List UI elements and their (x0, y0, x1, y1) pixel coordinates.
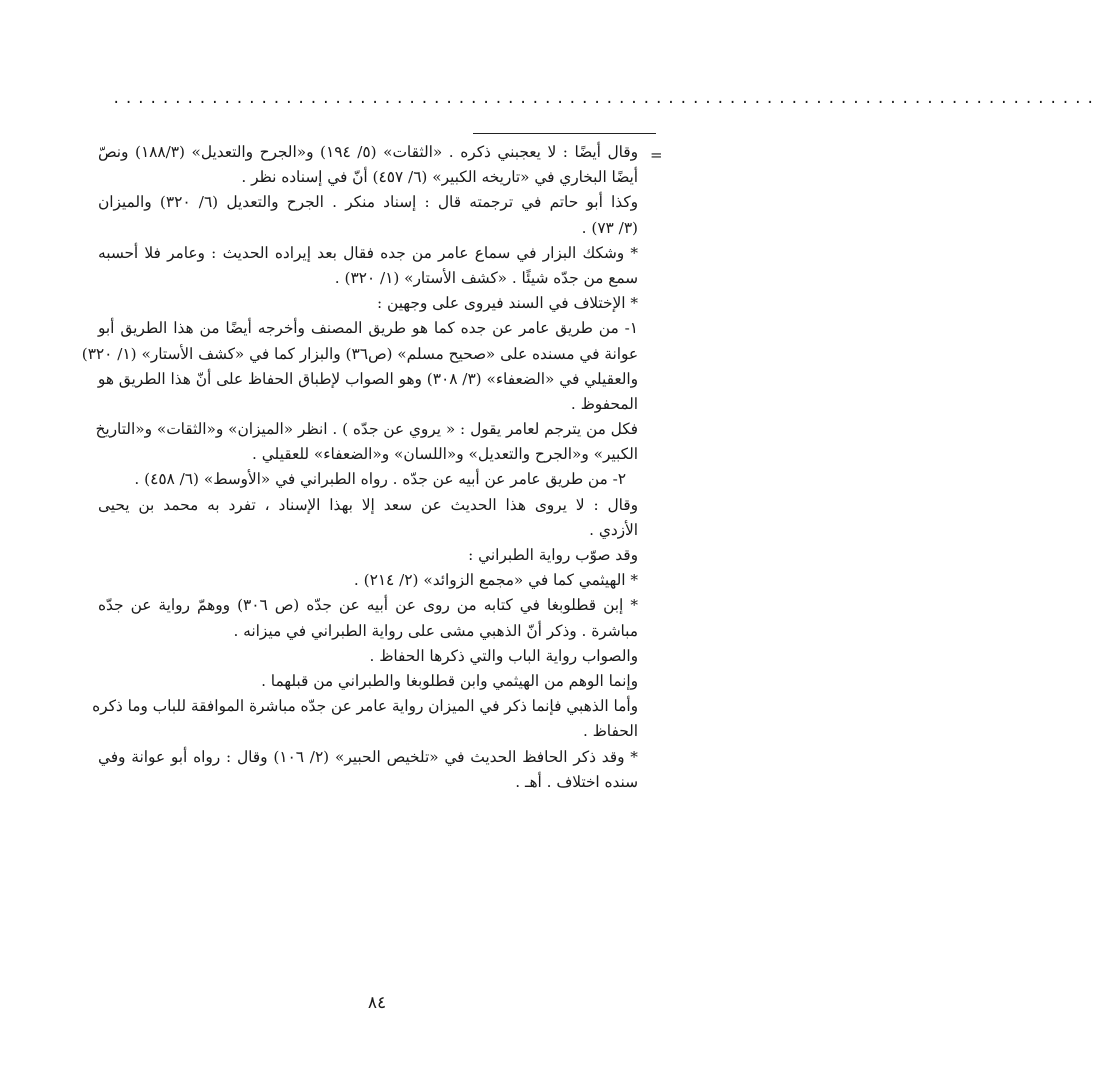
text-line: عوانة في مسنده على «صحيح مسلم» (ص٣٦) والبزار كما في «كشف الأستار» (١/ ٣٢٠) (81, 344, 638, 363)
text-line: ٢- من طريق عامر عن أبيه عن جدّه . رواه الطبراني في «الأوسط» (٦/ ٤٥٨) . (134, 470, 626, 489)
text-line: * وقد ذكر الحافظ الحديث في «تلخيص الحبير» (٢/ ١٠٦) وقال : رواه أبو عوانة وفي (98, 747, 638, 766)
text-line: وقد صوّب رواية الطبراني : (468, 546, 638, 564)
text-line: الكبير» و«الجرح والتعديل» و«اللسان» و«الضعفاء» للعقيلي . (252, 445, 638, 464)
text-line: سمع من جدّه شيئًا . «كشف الأستار» (١/ ٣٢٠) . (334, 268, 638, 287)
text-line: (٣/ ٧٣) . (581, 218, 638, 237)
text-line: وقال أيضًا : لا يعجبني ذكره . «الثقات» (٥/ ١٩٤) و«الجرح والتعديل» (١٨٨/٣) ونصّ (98, 143, 638, 161)
text-line: أيضًا البخاري في «تاريخه الكبير» (٦/ ٤٥٧) أنّ في إسناده نظر . (241, 168, 638, 187)
text-line: المحفوظ . (570, 394, 638, 413)
text-line: وإنما الوهم من الهيثمي وابن قطلوبغا والطبراني من قبلهما . (261, 671, 638, 690)
text-line: الحفاظ . (582, 722, 638, 741)
text-line: مباشرة . وذكر أنّ الذهبي مشى على رواية الطبراني في ميزانه . (233, 621, 638, 640)
continuation-mark: = (650, 146, 663, 164)
page-number: ٨٤ (367, 993, 387, 1013)
text-line: * وشكك البزار في سماع عامر من جده فقال بعد إيراده الحديث : وعامر فلا أحسبه (98, 243, 638, 262)
text-line: * إبن قطلوبغا في كتابه من روى عن أبيه عن جدّه (ص ٣٠٦) ووهمّ رواية عن جدّه (98, 596, 638, 615)
footnote-text-block (81, 140, 638, 795)
header-dotted-rule: ................................................................................ (112, 91, 1098, 107)
text-line: وكذا أبو حاتم في ترجمته قال : إسناد منكر . الجرح والتعديل (٦/ ٣٢٠) والميزان (98, 193, 638, 212)
footnote-separator (473, 133, 656, 134)
text-line: ١- من طريق عامر عن جده كما هو طريق المصنف وأخرجه أيضًا من هذا الطريق أبو (98, 319, 638, 338)
text-line: فكل من يترجم لعامر يقول : « يروي عن جدّه ) . انظر «الميزان» و«الثقات» و«التاريخ (95, 420, 638, 439)
text-line: والصواب رواية الباب والتي ذكرها الحفاظ . (369, 646, 638, 665)
text-line: وأما الذهبي فإنما ذكر في الميزان رواية عامر عن جدّه مباشرة الموافقة للباب وما ذكره (92, 697, 638, 716)
text-line: سنده اختلاف . أهـ . (515, 772, 638, 791)
text-line: الأزدي . (589, 520, 638, 539)
text-line: * الإختلاف في السند فيروى على وجهين : (377, 294, 638, 313)
text-line: * الهيثمي كما في «مجمع الزوائد» (٢/ ٢١٤) . (353, 571, 638, 590)
text-line: وقال : لا يروى هذا الحديث عن سعد إلا بهذا الإسناد ، تفرد به محمد بن يحيى (98, 495, 638, 514)
text-line: والعقيلي في «الضعفاء» (٣/ ٣٠٨) وهو الصواب لإطباق الحفاظ على أنّ هذا الطريق هو (97, 369, 638, 388)
